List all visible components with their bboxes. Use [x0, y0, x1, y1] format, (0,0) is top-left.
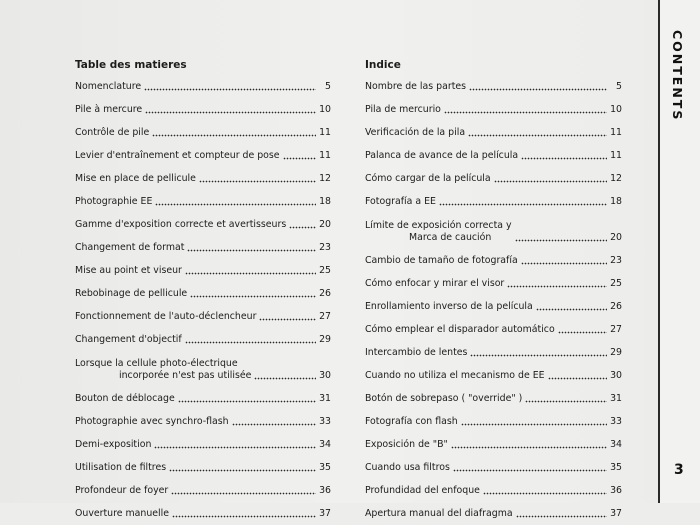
toc-entry	[75, 387, 331, 410]
toc-entry-title	[365, 347, 467, 359]
toc-entry-title	[365, 81, 466, 93]
toc-entry	[365, 479, 622, 502]
dot-leader	[521, 157, 607, 160]
toc-entry-title-line1: Utilisation de filtres	[75, 462, 167, 473]
toc-entry-page: 34	[319, 439, 331, 450]
toc-entry-title-line1: Exposición de "B"	[365, 439, 448, 450]
dot-leader	[185, 341, 316, 344]
toc-entry-title	[75, 219, 286, 231]
dot-leader	[152, 134, 316, 137]
toc-entry-title	[75, 334, 182, 346]
toc-entry	[365, 144, 622, 167]
toc-entry-page: 23	[610, 255, 622, 266]
toc-entry-title-line1: Rebobinage de pellicule	[75, 288, 188, 299]
toc-entry-title	[365, 439, 448, 451]
toc-entry-title	[75, 81, 141, 93]
toc-entry-title	[365, 220, 512, 244]
toc-entry-title	[75, 288, 187, 300]
toc-entry-title-line1: Mise en place de pellicule	[75, 173, 196, 184]
toc-entry-page: 34	[610, 439, 622, 450]
toc-entry	[365, 502, 622, 525]
toc-entry-title	[75, 311, 256, 323]
toc-entry-page: 31	[319, 393, 331, 404]
toc-entry-title-line1: Cuando usa filtros	[365, 462, 450, 473]
dot-leader	[190, 295, 316, 298]
toc-entry-page: 36	[610, 485, 622, 496]
toc-entry	[75, 282, 331, 305]
toc-entry-title	[365, 278, 504, 290]
toc-entry	[365, 341, 622, 364]
toc-entry-title-line1: Fonctionnement de l'auto-déclencheur	[75, 311, 257, 322]
toc-entry	[365, 318, 622, 341]
toc-entry	[365, 75, 622, 98]
dot-leader	[483, 492, 607, 495]
toc-entry-page: 23	[319, 242, 331, 253]
toc-entry	[75, 75, 331, 98]
toc-entry-title-line1: Nombre de las partes	[365, 81, 467, 92]
toc-entry-title-line1: Ouverture manuelle	[75, 508, 170, 519]
toc-entry-page: 35	[319, 462, 331, 473]
dot-leader	[145, 111, 316, 114]
toc-entry-page: 37	[319, 508, 331, 519]
toc-entry-page: 29	[610, 347, 622, 358]
dot-leader	[154, 446, 316, 449]
contents-side-tab	[658, 0, 700, 503]
toc-entry-page: 10	[319, 104, 331, 115]
toc-entry	[75, 144, 331, 167]
toc-entry-page: 25	[610, 278, 622, 289]
toc-entry-title-line1: Profundidad del enfoque	[365, 485, 480, 496]
toc-entry	[75, 502, 331, 525]
toc-entry-title-line1: Levier d'entraînement et compteur de pose	[75, 150, 280, 161]
toc-entry-title	[75, 196, 152, 208]
toc-entry-title-line1: Apertura manual del diafragma	[365, 508, 513, 519]
toc-entry-page: 31	[610, 393, 622, 404]
toc-entry-page: 35	[610, 462, 622, 473]
toc-entry-title-line1: Pile à mercure	[75, 104, 143, 115]
toc-entry-page: 25	[319, 265, 331, 276]
toc-entry-title	[365, 370, 545, 382]
dot-leader	[515, 239, 607, 242]
dot-leader	[185, 272, 316, 275]
toc-entry-title-line1: Bouton de déblocage	[75, 393, 175, 404]
toc-entry	[75, 259, 331, 282]
toc-entry-page: 33	[319, 416, 331, 427]
toc-entry	[75, 167, 331, 190]
toc-entry	[365, 213, 622, 249]
toc-entry	[75, 236, 331, 259]
toc-entry-title	[75, 462, 166, 474]
toc-entry	[365, 249, 622, 272]
dot-leader	[144, 88, 316, 91]
toc-entry-title-line1: Cambio de tamaño de fotografía	[365, 255, 518, 266]
dot-leader	[155, 203, 316, 206]
toc-entry-page: 37	[610, 508, 622, 519]
toc-entry-title-line1: Enrollamiento inverso de la película	[365, 301, 533, 312]
toc-entry-title-line2: incorporée n'est pas utilisée	[119, 370, 252, 381]
toc-entry	[365, 272, 622, 295]
toc-entry	[75, 213, 331, 236]
toc-entry-page: 26	[610, 301, 622, 312]
toc-entry-page: 20	[319, 219, 331, 230]
toc-entry-title-line1: Demi-exposition	[75, 439, 152, 450]
dot-leader	[451, 446, 607, 449]
toc-entry-page: 5	[616, 81, 622, 92]
contents-tab-label: CONTENTS	[670, 30, 685, 122]
toc-french-entries	[75, 75, 331, 525]
dot-leader	[525, 400, 607, 403]
dot-leader	[178, 400, 316, 403]
toc-entry	[365, 295, 622, 318]
toc-entry	[75, 328, 331, 351]
toc-entry-title	[365, 324, 555, 336]
toc-entry-title-line1: Changement de format	[75, 242, 185, 253]
toc-entry-title	[75, 127, 149, 139]
toc-entry-title-line1: Contrôle de pile	[75, 127, 150, 138]
toc-entry-page: 12	[319, 173, 331, 184]
toc-entry	[75, 121, 331, 144]
toc-entry-title-line1: Gamme d'exposition correcte et avertisseurs	[75, 219, 287, 230]
toc-entry-title-line1: Verificación de la pila	[365, 127, 466, 138]
toc-entry-page: 26	[319, 288, 331, 299]
toc-entry-title	[365, 104, 441, 116]
toc-entry	[365, 456, 622, 479]
toc-entry-page: 18	[610, 196, 622, 207]
toc-entry-title	[75, 416, 229, 428]
toc-entry-title	[75, 358, 251, 382]
toc-entry	[365, 387, 622, 410]
toc-entry-title	[365, 255, 518, 267]
toc-entry-page: 27	[610, 324, 622, 335]
toc-entry-title-line1: Fotografía a EE	[365, 196, 436, 207]
toc-entry	[365, 121, 622, 144]
toc-entry-title	[365, 462, 450, 474]
dot-leader	[468, 134, 607, 137]
toc-entry-title	[75, 173, 196, 185]
toc-entry-title-line1: Lorsque la cellule photo-électrique	[75, 358, 238, 369]
toc-entry-title-line1: Photographie avec synchro-flash	[75, 416, 229, 427]
toc-entry-page: 11	[610, 127, 622, 138]
toc-entry-title	[75, 265, 182, 277]
page-number: 3	[674, 462, 684, 478]
toc-spanish-title: Indice	[365, 59, 401, 71]
toc-entry	[75, 305, 331, 328]
toc-spanish-column	[365, 57, 622, 525]
toc-entry	[75, 479, 331, 502]
toc-entry-page: 33	[610, 416, 622, 427]
toc-entry-page: 20	[610, 232, 622, 243]
toc-entry-title	[365, 485, 480, 497]
toc-entry-title	[75, 485, 168, 497]
toc-entry-title	[75, 393, 175, 405]
toc-entry-title-line2: Marca de caución	[409, 232, 492, 243]
dot-leader	[453, 469, 607, 472]
toc-entry-page: 11	[319, 127, 331, 138]
toc-entry-title	[365, 150, 518, 162]
toc-entry-title	[365, 127, 465, 139]
toc-entry-title-line1: Cómo cargar de la película	[365, 173, 491, 184]
toc-entry-page: 29	[319, 334, 331, 345]
toc-entry-title-line1: Mise au point et viseur	[75, 265, 182, 276]
toc-entry	[365, 410, 622, 433]
toc-entry	[75, 456, 331, 479]
toc-entry	[365, 364, 622, 387]
toc-entry-page: 5	[325, 81, 331, 92]
dot-leader	[470, 354, 607, 357]
dot-leader	[494, 180, 607, 183]
toc-entry-title	[365, 173, 491, 185]
toc-entry-title-line1: Photographie EE	[75, 196, 153, 207]
toc-french-column	[75, 57, 331, 525]
dot-leader	[558, 331, 607, 334]
toc-entry	[75, 98, 331, 121]
toc-entry-title	[75, 104, 142, 116]
toc-entry	[75, 351, 331, 387]
toc-entry-title-line1: Intercambio de lentes	[365, 347, 468, 358]
toc-entry-title-line1: Cuando no utiliza el mecanismo de EE	[365, 370, 545, 381]
toc-entry-title	[365, 508, 513, 520]
dot-leader	[169, 469, 316, 472]
dot-leader	[172, 515, 316, 518]
dot-leader	[439, 203, 607, 206]
toc-entry-title-line1: Cómo emplear el disparador automático	[365, 324, 555, 335]
dot-leader	[521, 262, 607, 265]
toc-entry-title-line1: Profondeur de foyer	[75, 485, 169, 496]
dot-leader	[461, 423, 607, 426]
toc-entry-title	[75, 508, 169, 520]
toc-entry-title	[75, 242, 184, 254]
dot-leader	[516, 515, 607, 518]
toc-spanish-entries	[365, 75, 622, 525]
dot-leader	[444, 111, 607, 114]
dot-leader	[289, 226, 316, 229]
toc-entry-page: 30	[319, 370, 331, 381]
dot-leader	[232, 423, 316, 426]
dot-leader	[171, 492, 316, 495]
dot-leader	[548, 377, 607, 380]
toc-entry-title-line1: Botón de sobrepaso ( "override" )	[365, 393, 523, 404]
toc-entry-title	[365, 196, 436, 208]
toc-entry-page: 18	[319, 196, 331, 207]
toc-entry-title-line1: Fotografía con flash	[365, 416, 458, 427]
toc-french-title: Table des matieres	[75, 59, 187, 71]
dot-leader	[469, 88, 607, 91]
toc-entry-title-line1: Changement d'objectif	[75, 334, 182, 345]
dot-leader	[283, 157, 316, 160]
toc-entry	[365, 98, 622, 121]
toc-entry-page: 30	[610, 370, 622, 381]
toc-entry-page: 27	[319, 311, 331, 322]
toc-entry-title	[365, 393, 522, 405]
toc-entry	[365, 190, 622, 213]
toc-entry-title-line1: Pila de mercurio	[365, 104, 441, 115]
toc-entry-title-line1: Nomenclature	[75, 81, 142, 92]
dot-leader	[259, 318, 316, 321]
toc-entry	[365, 433, 622, 456]
toc-entry-page: 36	[319, 485, 331, 496]
dot-leader	[536, 308, 607, 311]
toc-entry-title	[75, 439, 151, 451]
toc-entry	[365, 167, 622, 190]
dot-leader	[187, 249, 316, 252]
toc-entry	[75, 410, 331, 433]
toc-entry	[75, 190, 331, 213]
toc-entry-title-line1: Cómo enfocar y mirar el visor	[365, 278, 505, 289]
toc-entry-page: 10	[610, 104, 622, 115]
dot-leader	[199, 180, 316, 183]
toc-entry	[75, 433, 331, 456]
toc-entry-page: 11	[319, 150, 331, 161]
toc-entry-title	[75, 150, 280, 162]
toc-entry-title	[365, 301, 533, 313]
dot-leader	[254, 377, 316, 380]
toc-entry-page: 11	[610, 150, 622, 161]
toc-entry-title	[365, 416, 458, 428]
dot-leader	[507, 285, 607, 288]
toc-entry-page: 12	[610, 173, 622, 184]
toc-entry-title-line1: Palanca de avance de la película	[365, 150, 519, 161]
toc-entry-title-line1: Límite de exposición correcta y	[365, 220, 512, 231]
